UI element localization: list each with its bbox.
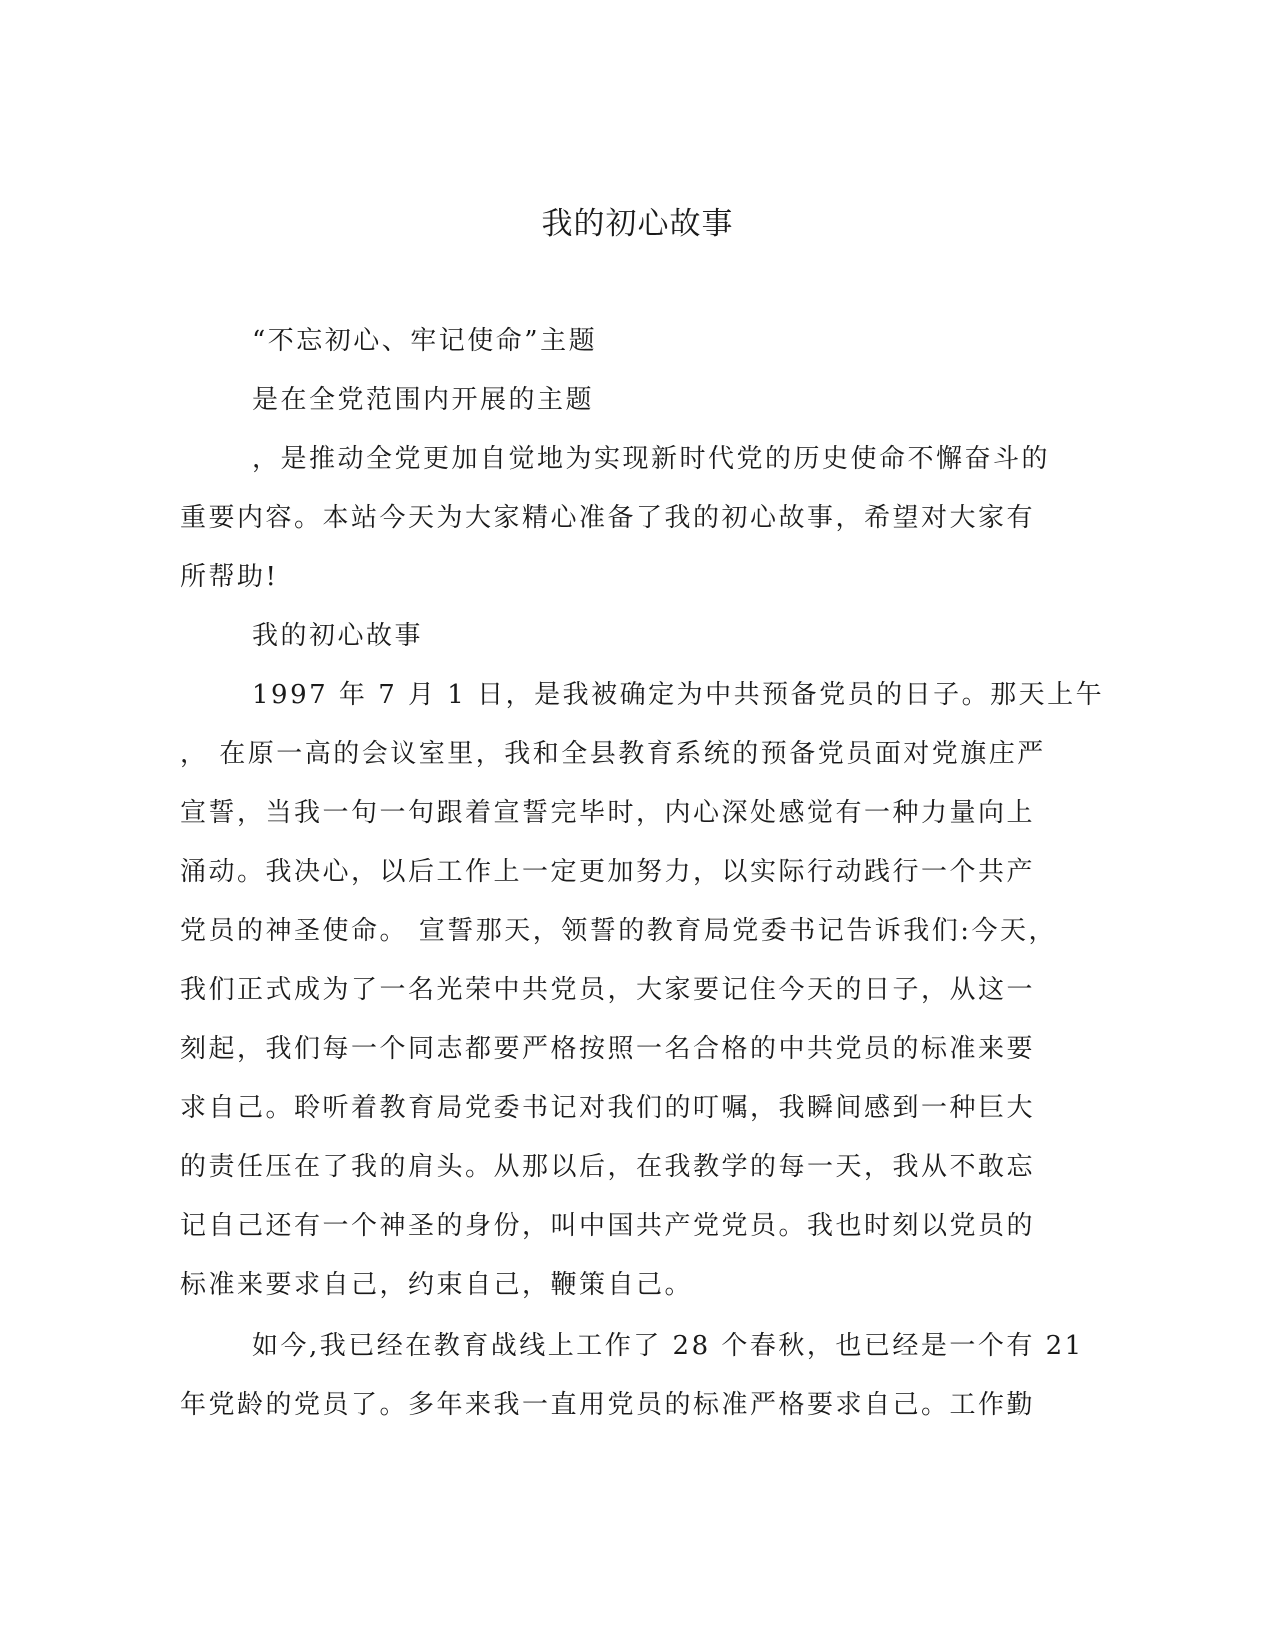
text-line: 记自己还有一个神圣的身份，叫中国共产党党员。我也时刻以党员的 bbox=[180, 1211, 1036, 1241]
text-line: 刻起，我们每一个同志都要严格按照一名合格的中共党员的标准来要 bbox=[180, 1034, 1036, 1064]
document-title: 我的初心故事 bbox=[541, 206, 734, 242]
text-line: 我的初心故事 bbox=[252, 621, 424, 651]
text-line: 是在全党范围内开展的主题 bbox=[252, 385, 595, 415]
document-body bbox=[180, 312, 1105, 1435]
text-line: 的责任压在了我的肩头。从那以后，在我教学的每一天，我从不敢忘 bbox=[180, 1152, 1036, 1182]
text-line: 年党龄的党员了。多年来我一直用党员的标准严格要求自己。工作勤 bbox=[180, 1390, 1036, 1420]
text-line: ，是推动全党更加自觉地为实现新时代党的历史使命不懈奋斗的 bbox=[252, 444, 1051, 474]
text-line: 1997 年 7 月 1 日，是我被确定为中共预备党员的日子。那天上午 bbox=[252, 680, 1105, 710]
text-line: 所帮助! bbox=[180, 562, 279, 592]
text-line: 我们正式成为了一名光荣中共党员，大家要记住今天的日子，从这一 bbox=[180, 975, 1036, 1005]
text-line: 如今,我已经在教育战线上工作了 28 个春秋，也已经是一个有 21 bbox=[252, 1331, 1084, 1361]
text-line: 标准来要求自己，约束自己，鞭策自己。 bbox=[180, 1270, 694, 1300]
text-line: 求自己。聆听着教育局党委书记对我们的叮嘱，我瞬间感到一种巨大 bbox=[180, 1093, 1036, 1123]
text-line: 重要内容。本站今天为大家精心准备了我的初心故事，希望对大家有 bbox=[180, 503, 1036, 533]
text-line: 党员的神圣使命。 宣誓那天，领誓的教育局党委书记告诉我们:今天， bbox=[180, 916, 1058, 946]
text-line: 宣誓，当我一句一句跟着宣誓完毕时，内心深处感觉有一种力量向上 bbox=[180, 798, 1036, 828]
text-line: “不忘初心、牢记使命”主题 bbox=[252, 326, 598, 356]
text-line: 涌动。我决心，以后工作上一定更加努力，以实际行动践行一个共产 bbox=[180, 857, 1036, 887]
text-line: ， 在原一高的会议室里，我和全县教育系统的预备党员面对党旗庄严 bbox=[180, 739, 1046, 769]
